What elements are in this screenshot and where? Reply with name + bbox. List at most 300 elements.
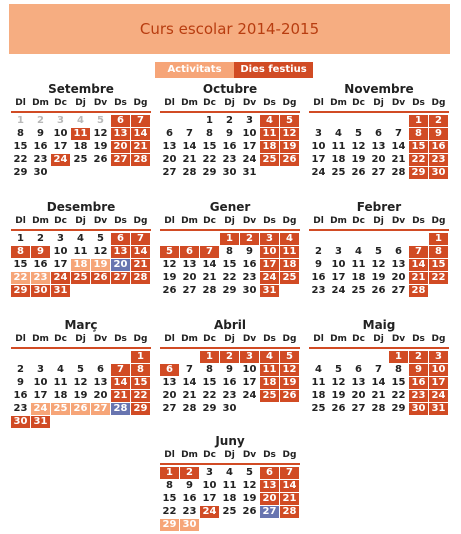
day-cell: 3	[429, 351, 448, 363]
weekday-label: Dc	[54, 216, 67, 226]
day-cell: 22	[202, 153, 217, 165]
day-cell: 21	[409, 272, 428, 284]
day-cell: 5	[280, 351, 299, 363]
day-cell: 23	[31, 272, 50, 284]
month-title: Maig	[362, 318, 396, 332]
weekday-label: Dj	[224, 334, 235, 344]
day-cell: 15	[222, 258, 237, 270]
weekday-label: Dg	[431, 98, 446, 108]
day-cell: 18	[331, 153, 346, 165]
day-cell: 30	[429, 167, 448, 179]
weekday-header	[11, 96, 151, 111]
day-cell: 5	[160, 246, 179, 258]
weekday-label: Dv	[391, 216, 406, 226]
weekday-label: Dv	[93, 98, 108, 108]
weekday-label: Ds	[412, 216, 425, 226]
day-cell: 20	[182, 271, 197, 283]
day-cell: 27	[351, 402, 366, 414]
day-cell: 27	[182, 284, 197, 296]
day-cell: 27	[162, 402, 177, 414]
header-divider	[11, 111, 151, 113]
day-cell: 26	[91, 272, 110, 284]
day-cell: 28	[131, 272, 150, 284]
weekday-header	[309, 332, 449, 347]
day-cell: 19	[162, 271, 177, 283]
day-cell: 17	[242, 376, 257, 388]
weekday-label: Dv	[242, 216, 257, 226]
day-cell: 27	[111, 154, 130, 166]
month-4	[11, 200, 151, 300]
day-cell: 26	[280, 154, 299, 166]
day-cell: 26	[331, 402, 346, 414]
day-cell: 8	[11, 246, 30, 258]
day-cell: 26	[371, 284, 386, 296]
day-cell: 8	[17, 127, 24, 139]
day-cell: 16	[222, 140, 237, 152]
day-cell: 3	[315, 127, 322, 139]
day-cell: 31	[31, 416, 50, 428]
day-cell: 12	[351, 140, 366, 152]
day-cell: 28	[280, 506, 299, 518]
day-cell: 27	[162, 166, 177, 178]
weekday-label: Dv	[242, 450, 257, 460]
weekday-label: Dc	[54, 98, 67, 108]
day-cell: 17	[429, 377, 448, 389]
day-cell: 13	[351, 376, 366, 388]
day-cell: 16	[182, 492, 197, 504]
day-cell: 18	[222, 492, 237, 504]
header-divider	[11, 229, 151, 231]
day-cell: 25	[51, 403, 70, 415]
day-cell: 1	[200, 351, 219, 363]
day-cell: 20	[162, 389, 177, 401]
day-cell: 2	[226, 115, 233, 126]
day-cell: 24	[51, 272, 70, 284]
month-title: Febrer	[356, 200, 402, 214]
weekday-label: Dm	[32, 216, 49, 226]
day-cell: 19	[280, 141, 299, 153]
day-cell: 2	[37, 115, 44, 126]
day-cell: 13	[111, 128, 130, 140]
day-cell: 23	[409, 390, 428, 402]
month-title: Octubre	[202, 82, 258, 96]
day-cell: 20	[351, 389, 366, 401]
day-cell: 8	[206, 363, 213, 375]
day-cell: 17	[53, 140, 68, 152]
day-cell: 22	[13, 153, 28, 165]
weekday-label: Dj	[224, 98, 235, 108]
weekday-label: Dj	[373, 98, 384, 108]
weekday-label: Ds	[263, 98, 276, 108]
day-cell: 7	[131, 233, 150, 245]
day-cell: 19	[93, 140, 108, 152]
legend	[155, 62, 313, 78]
day-cell: 16	[242, 258, 257, 270]
weekday-label: Dm	[330, 216, 347, 226]
weekday-label: Dc	[54, 334, 67, 344]
day-cell: 21	[391, 153, 406, 165]
day-cell: 14	[409, 259, 428, 271]
day-cell: 6	[97, 363, 104, 375]
weekday-header	[160, 96, 300, 111]
month-title: Març	[64, 318, 98, 332]
day-cell: 25	[260, 390, 279, 402]
day-cell: 6	[111, 115, 130, 127]
day-cell: 16	[409, 377, 428, 389]
day-cell: 7	[395, 127, 402, 139]
weekday-header	[160, 332, 300, 347]
weekday-label: Dj	[224, 216, 235, 226]
day-cell: 25	[73, 153, 88, 165]
day-cell: 30	[409, 403, 428, 415]
day-cell: 23	[182, 505, 197, 517]
day-cell: 10	[53, 127, 68, 139]
day-cell: 11	[331, 140, 346, 152]
day-cell: 22	[391, 389, 406, 401]
day-cell: 29	[222, 284, 237, 296]
weekday-label: Dc	[203, 98, 216, 108]
day-cell: 9	[186, 479, 193, 491]
day-cell: 29	[131, 403, 150, 415]
day-cell: 17	[260, 259, 279, 271]
day-cell: 5	[246, 467, 253, 478]
day-cell: 29	[202, 402, 217, 414]
weekday-label: Dm	[330, 98, 347, 108]
day-cell: 31	[260, 285, 279, 297]
day-cell: 4	[260, 115, 279, 127]
day-cell: 27	[260, 506, 279, 518]
weekday-label: Dv	[242, 98, 257, 108]
day-cell: 2	[220, 351, 239, 363]
day-cell: 9	[409, 364, 428, 376]
day-cell: 17	[53, 258, 68, 270]
day-cell: 5	[335, 363, 342, 375]
day-cell: 13	[162, 140, 177, 152]
day-cell: 19	[331, 389, 346, 401]
day-cell: 15	[13, 140, 28, 152]
weekday-label: Ds	[114, 334, 127, 344]
day-cell: 28	[391, 166, 406, 178]
day-cell: 20	[371, 153, 386, 165]
day-cell: 26	[93, 153, 108, 165]
weekday-label: Dj	[373, 334, 384, 344]
weekday-label: Ds	[412, 334, 425, 344]
weekday-label: Dg	[431, 334, 446, 344]
day-cell: 20	[111, 259, 130, 271]
day-cell: 22	[162, 505, 177, 517]
weekday-label: Ds	[412, 98, 425, 108]
weekday-label: Dj	[373, 216, 384, 226]
day-cell: 3	[246, 115, 253, 126]
day-cell: 12	[280, 364, 299, 376]
day-cell: 27	[91, 403, 110, 415]
weekday-header	[11, 214, 151, 229]
weekday-label: Dc	[203, 334, 216, 344]
day-cell: 12	[242, 479, 257, 491]
day-cell: 5	[97, 115, 104, 126]
day-cell: 11	[260, 128, 279, 140]
day-cell: 30	[222, 166, 237, 178]
weekday-label: Dc	[352, 216, 365, 226]
day-cell: 22	[409, 154, 428, 166]
day-cell: 23	[222, 153, 237, 165]
day-cell: 4	[315, 363, 322, 375]
month-title: Desembre	[46, 200, 116, 214]
month-1	[11, 82, 151, 182]
day-cell: 17	[331, 271, 346, 283]
day-cell: 19	[73, 389, 88, 401]
day-cell: 1	[389, 351, 408, 363]
day-cell: 9	[37, 127, 44, 139]
day-cell: 14	[371, 376, 386, 388]
day-cell: 17	[33, 389, 48, 401]
day-cell: 12	[162, 258, 177, 270]
day-cell: 1	[206, 115, 213, 126]
day-cell: 24	[331, 284, 346, 296]
day-cell: 25	[351, 284, 366, 296]
day-cell: 18	[71, 259, 90, 271]
day-cell: 18	[280, 259, 299, 271]
weekday-label: Dc	[203, 216, 216, 226]
day-cell: 30	[33, 166, 48, 178]
day-cell: 26	[280, 390, 299, 402]
day-cell: 15	[13, 258, 28, 270]
day-cell: 19	[242, 492, 257, 504]
day-cell: 25	[331, 166, 346, 178]
day-cell: 14	[182, 140, 197, 152]
day-cell: 5	[77, 363, 84, 375]
day-cell: 21	[371, 389, 386, 401]
day-cell: 2	[180, 467, 199, 479]
day-cell: 11	[71, 128, 90, 140]
weekday-label: Dl	[15, 216, 26, 226]
day-cell: 30	[180, 519, 199, 531]
legend-holidays: Dies festius	[234, 62, 313, 78]
day-cell: 24	[200, 506, 219, 518]
day-cell: 17	[202, 492, 217, 504]
day-cell: 8	[395, 363, 402, 375]
day-cell: 22	[11, 272, 30, 284]
day-cell: 1	[160, 467, 179, 479]
day-cell: 9	[429, 128, 448, 140]
day-cell: 29	[202, 166, 217, 178]
day-cell: 12	[331, 376, 346, 388]
weekday-label: Dl	[164, 216, 175, 226]
day-cell: 6	[160, 364, 179, 376]
day-cell: 4	[77, 115, 84, 126]
day-cell: 10	[311, 140, 326, 152]
weekday-header	[309, 214, 449, 229]
month-6	[309, 200, 449, 300]
day-cell: 3	[335, 245, 342, 257]
day-cell: 11	[351, 258, 366, 270]
day-cell: 4	[260, 351, 279, 363]
month-8	[160, 318, 300, 418]
day-cell: 15	[391, 376, 406, 388]
day-cell: 16	[311, 271, 326, 283]
day-cell: 10	[53, 245, 68, 257]
day-cell: 15	[429, 259, 448, 271]
day-cell: 16	[13, 389, 28, 401]
month-9	[309, 318, 449, 418]
day-cell: 31	[242, 166, 257, 178]
day-cell: 7	[111, 364, 130, 376]
weekday-label: Ds	[263, 450, 276, 460]
day-cell: 26	[351, 166, 366, 178]
day-cell: 8	[166, 479, 173, 491]
day-cell: 10	[33, 376, 48, 388]
day-cell: 25	[222, 505, 237, 517]
day-cell: 24	[311, 166, 326, 178]
day-cell: 4	[335, 127, 342, 139]
weekday-label: Ds	[114, 216, 127, 226]
day-cell: 23	[429, 154, 448, 166]
weekday-label: Dv	[93, 334, 108, 344]
weekday-label: Dj	[75, 216, 86, 226]
day-cell: 6	[395, 245, 402, 257]
day-cell: 25	[311, 402, 326, 414]
day-cell: 13	[162, 376, 177, 388]
day-cell: 9	[31, 246, 50, 258]
weekday-label: Dl	[15, 98, 26, 108]
weekday-label: Dl	[313, 216, 324, 226]
weekday-label: Dl	[313, 98, 324, 108]
weekday-label: Dv	[242, 334, 257, 344]
day-cell: 21	[131, 141, 150, 153]
day-cell: 15	[409, 141, 428, 153]
header-divider	[309, 111, 449, 113]
day-cell: 23	[222, 389, 237, 401]
day-cell: 12	[93, 245, 108, 257]
weekday-label: Dl	[313, 334, 324, 344]
day-cell: 11	[222, 479, 237, 491]
day-cell: 18	[53, 389, 68, 401]
weekday-label: Dm	[32, 98, 49, 108]
day-cell: 11	[260, 364, 279, 376]
day-cell: 16	[429, 141, 448, 153]
weekday-label: Dj	[224, 450, 235, 460]
day-cell: 18	[260, 377, 279, 389]
day-cell: 18	[311, 389, 326, 401]
weekday-label: Dm	[32, 334, 49, 344]
month-title: Abril	[213, 318, 247, 332]
day-cell: 1	[429, 233, 448, 245]
weekday-label: Dg	[133, 334, 148, 344]
day-cell: 12	[93, 127, 108, 139]
month-title: Setembre	[48, 82, 114, 96]
day-cell: 14	[111, 377, 130, 389]
day-cell: 20	[162, 153, 177, 165]
day-cell: 29	[409, 167, 428, 179]
day-cell: 28	[371, 402, 386, 414]
day-cell: 27	[371, 166, 386, 178]
day-cell: 29	[11, 285, 30, 297]
day-cell: 17	[242, 140, 257, 152]
day-cell: 12	[371, 258, 386, 270]
day-cell: 28	[182, 166, 197, 178]
weekday-label: Dg	[282, 98, 297, 108]
day-cell: 21	[182, 389, 197, 401]
header-divider	[11, 347, 151, 349]
weekday-label: Dl	[164, 450, 175, 460]
day-cell: 21	[202, 271, 217, 283]
day-cell: 13	[391, 258, 406, 270]
calendar-title-bar	[9, 4, 450, 54]
day-cell: 9	[226, 363, 233, 375]
day-cell: 29	[13, 166, 28, 178]
day-cell: 6	[375, 127, 382, 139]
weekday-label: Dg	[133, 98, 148, 108]
weekday-label: Dg	[282, 216, 297, 226]
day-cell: 2	[37, 233, 44, 244]
day-cell: 17	[311, 153, 326, 165]
day-cell: 10	[331, 258, 346, 270]
day-cell: 10	[242, 127, 257, 139]
day-cell: 10	[260, 246, 279, 258]
day-cell: 2	[429, 115, 448, 127]
month-3	[309, 82, 449, 182]
day-cell: 1	[131, 351, 150, 363]
day-cell: 12	[280, 128, 299, 140]
weekday-header	[11, 332, 151, 347]
weekday-header	[160, 214, 300, 229]
weekday-label: Dm	[181, 216, 198, 226]
weekday-label: Dm	[181, 98, 198, 108]
day-cell: 8	[226, 245, 233, 257]
month-2	[160, 82, 300, 182]
day-cell: 6	[355, 363, 362, 375]
day-cell: 3	[260, 233, 279, 245]
day-cell: 4	[77, 233, 84, 244]
day-cell: 24	[429, 390, 448, 402]
weekday-label: Dg	[282, 450, 297, 460]
day-cell: 13	[371, 140, 386, 152]
day-cell: 22	[222, 271, 237, 283]
day-cell: 4	[226, 467, 233, 478]
day-cell: 21	[280, 493, 299, 505]
day-cell: 26	[162, 284, 177, 296]
day-cell: 7	[186, 363, 193, 375]
day-cell: 14	[131, 246, 150, 258]
day-cell: 2	[315, 245, 322, 257]
header-divider	[160, 111, 300, 113]
day-cell: 6	[180, 246, 199, 258]
day-cell: 2	[409, 351, 428, 363]
weekday-label: Ds	[114, 98, 127, 108]
day-cell: 8	[429, 246, 448, 258]
day-cell: 6	[166, 127, 173, 139]
day-cell: 11	[280, 246, 299, 258]
day-cell: 15	[202, 140, 217, 152]
day-cell: 22	[131, 390, 150, 402]
day-cell: 8	[409, 128, 428, 140]
weekday-header	[309, 96, 449, 111]
day-cell: 24	[242, 389, 257, 401]
weekday-header	[160, 448, 300, 463]
day-cell: 10	[429, 364, 448, 376]
day-cell: 19	[351, 153, 366, 165]
day-cell: 9	[226, 127, 233, 139]
month-title: Novembre	[344, 82, 414, 96]
weekday-label: Dv	[93, 216, 108, 226]
day-cell: 26	[242, 505, 257, 517]
day-cell: 10	[202, 479, 217, 491]
header-divider	[160, 347, 300, 349]
header-divider	[160, 229, 300, 231]
day-cell: 12	[73, 376, 88, 388]
day-cell: 9	[246, 245, 253, 257]
day-cell: 4	[355, 245, 362, 257]
